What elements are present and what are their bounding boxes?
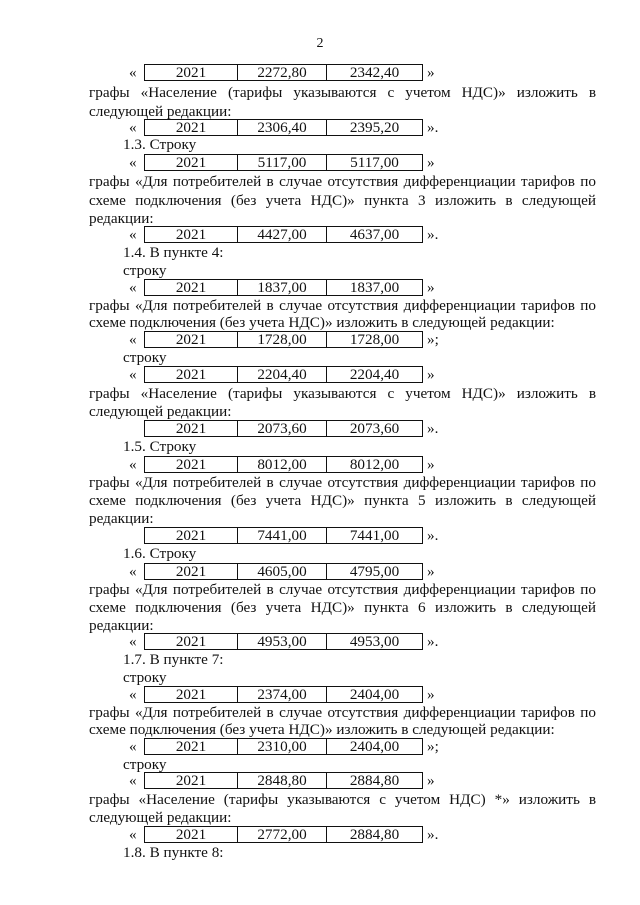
tariff-table-row bbox=[144, 826, 423, 843]
value-cell-2: 1728,00 bbox=[349, 331, 400, 348]
year-cell: 2021 bbox=[145, 367, 238, 382]
close-quote: » bbox=[427, 279, 435, 296]
close-quote: » bbox=[427, 154, 435, 171]
close-quote: » bbox=[427, 772, 435, 789]
page-number: 2 bbox=[316, 36, 324, 51]
year-cell: 2021 bbox=[145, 457, 238, 472]
paragraph-line: графы «Население (тарифы указываются с учетом НДС)» изложить в bbox=[89, 385, 596, 402]
open-quote: « bbox=[129, 366, 137, 383]
value-cell-1: 4605,00 bbox=[238, 564, 327, 579]
close-quote: ». bbox=[427, 226, 439, 243]
tariff-table-row bbox=[144, 119, 423, 136]
paragraph-line: графы «Население (тарифы указываются с учетом НДС) *» изложить в bbox=[89, 791, 596, 808]
paragraph-line: строку bbox=[123, 669, 167, 686]
open-quote: « bbox=[129, 633, 137, 650]
open-quote: « bbox=[129, 279, 137, 296]
value-cell-1: 5117,00 bbox=[238, 155, 327, 170]
tariff-table-row bbox=[144, 331, 423, 348]
tariff-table-row bbox=[144, 366, 423, 383]
year-cell: 2021 bbox=[145, 421, 238, 436]
paragraph-line: графы «Для потребителей в случае отсутствия дифференциации тарифов по bbox=[89, 474, 596, 491]
tariff-table-row bbox=[144, 420, 423, 437]
paragraph-line: строку bbox=[123, 262, 167, 279]
year-cell: 2021 bbox=[145, 155, 238, 170]
value-cell-2: 8012,00 bbox=[349, 456, 400, 473]
close-quote: » bbox=[427, 686, 435, 703]
paragraph-line: графы «Для потребителей в случае отсутствия дифференциации тарифов по bbox=[89, 581, 596, 598]
value-cell-2: 2395,20 bbox=[349, 119, 400, 136]
year-cell: 2021 bbox=[145, 528, 238, 543]
open-quote: « bbox=[129, 826, 137, 843]
close-quote: »; bbox=[427, 738, 439, 755]
tariff-table-row bbox=[144, 738, 423, 755]
year-cell: 2021 bbox=[145, 773, 238, 788]
open-quote: « bbox=[129, 64, 137, 81]
year-cell: 2021 bbox=[145, 687, 238, 702]
paragraph-line: редакции: bbox=[89, 510, 154, 527]
year-cell: 2021 bbox=[145, 827, 238, 842]
value-cell-2: 4637,00 bbox=[349, 226, 400, 243]
close-quote: » bbox=[427, 563, 435, 580]
value-cell-2: 2073,60 bbox=[349, 420, 400, 437]
close-quote: » bbox=[427, 366, 435, 383]
close-quote: ». bbox=[427, 633, 439, 650]
tariff-table-row bbox=[144, 279, 423, 296]
close-quote: ». bbox=[427, 420, 439, 437]
paragraph-line: графы «Для потребителей в случае отсутствия дифференциации тарифов по bbox=[89, 297, 596, 314]
section-heading: 1.5. Строку bbox=[123, 438, 197, 455]
year-cell: 2021 bbox=[145, 65, 238, 80]
value-cell-2: 2404,00 bbox=[349, 686, 400, 703]
paragraph-line: схеме подключения (без учета НДС)» изложить в следующей редакции: bbox=[89, 721, 555, 738]
paragraph-line: графы «Для потребителей в случае отсутствия дифференциации тарифов по bbox=[89, 704, 596, 721]
value-cell-2: 5117,00 bbox=[350, 154, 399, 171]
section-heading: 1.7. В пункте 7: bbox=[123, 651, 224, 668]
open-quote: « bbox=[129, 226, 137, 243]
tariff-table-row bbox=[144, 772, 423, 789]
tariff-table-row bbox=[144, 456, 423, 473]
tariff-table-row bbox=[144, 686, 423, 703]
value-cell-1: 2310,00 bbox=[238, 739, 327, 754]
open-quote: « bbox=[129, 331, 137, 348]
value-cell-2: 1837,00 bbox=[349, 279, 400, 296]
tariff-table-row bbox=[144, 633, 423, 650]
close-quote: ». bbox=[427, 119, 439, 136]
paragraph-line: схеме подключения (без учета НДС)» пункта 3 изложить в следующей bbox=[89, 192, 596, 209]
close-quote: ». bbox=[427, 527, 439, 544]
section-heading: 1.4. В пункте 4: bbox=[123, 244, 224, 261]
section-heading: 1.3. Строку bbox=[123, 136, 197, 153]
open-quote: « bbox=[129, 119, 137, 136]
paragraph-line: строку bbox=[123, 756, 167, 773]
value-cell-1: 7441,00 bbox=[238, 528, 327, 543]
year-cell: 2021 bbox=[145, 739, 238, 754]
open-quote: « bbox=[129, 456, 137, 473]
value-cell-1: 2204,40 bbox=[238, 367, 327, 382]
value-cell-1: 2306,40 bbox=[238, 120, 327, 135]
value-cell-2: 2884,80 bbox=[349, 772, 400, 789]
close-quote: » bbox=[427, 64, 435, 81]
tariff-table-row bbox=[144, 226, 423, 243]
value-cell-2: 2204,40 bbox=[349, 366, 400, 383]
section-heading: 1.8. В пункте 8: bbox=[123, 844, 224, 861]
value-cell-1: 2848,80 bbox=[238, 773, 327, 788]
value-cell-2: 4953,00 bbox=[349, 633, 400, 650]
value-cell-2: 2884,80 bbox=[349, 826, 400, 843]
value-cell-1: 2073,60 bbox=[238, 421, 327, 436]
value-cell-1: 4953,00 bbox=[238, 634, 327, 649]
year-cell: 2021 bbox=[145, 120, 238, 135]
close-quote: » bbox=[427, 456, 435, 473]
open-quote: « bbox=[129, 686, 137, 703]
year-cell: 2021 bbox=[145, 564, 238, 579]
paragraph-line: схеме подключения (без учета НДС)» пункта 5 изложить в следующей bbox=[89, 492, 596, 509]
value-cell-1: 1728,00 bbox=[238, 332, 327, 347]
open-quote: « bbox=[129, 563, 137, 580]
tariff-table-row bbox=[144, 527, 423, 544]
paragraph-line: следующей редакции: bbox=[89, 809, 232, 826]
paragraph-line: схеме подключения (без учета НДС)» пункта 6 изложить в следующей bbox=[89, 599, 596, 616]
year-cell: 2021 bbox=[145, 280, 238, 295]
year-cell: 2021 bbox=[145, 332, 238, 347]
section-heading: 1.6. Строку bbox=[123, 545, 197, 562]
value-cell-1: 1837,00 bbox=[238, 280, 327, 295]
paragraph-line: следующей редакции: bbox=[89, 403, 232, 420]
value-cell-2: 4795,00 bbox=[349, 563, 400, 580]
value-cell-2: 2342,40 bbox=[349, 64, 400, 81]
value-cell-2: 2404,00 bbox=[349, 738, 400, 755]
value-cell-1: 8012,00 bbox=[238, 457, 327, 472]
year-cell: 2021 bbox=[145, 227, 238, 242]
value-cell-1: 2772,00 bbox=[238, 827, 327, 842]
open-quote: « bbox=[129, 772, 137, 789]
value-cell-1: 2374,00 bbox=[238, 687, 327, 702]
paragraph-line: графы «Для потребителей в случае отсутствия дифференциации тарифов по bbox=[89, 173, 596, 190]
open-quote: « bbox=[129, 738, 137, 755]
tariff-table-row bbox=[144, 563, 423, 580]
value-cell-1: 2272,80 bbox=[238, 65, 327, 80]
close-quote: ». bbox=[427, 826, 439, 843]
value-cell-1: 4427,00 bbox=[238, 227, 327, 242]
paragraph-line: графы «Население (тарифы указываются с учетом НДС)» изложить в bbox=[89, 84, 596, 101]
tariff-table-row bbox=[144, 64, 423, 81]
tariff-table-row bbox=[144, 154, 423, 171]
paragraph-line: редакции: bbox=[89, 210, 154, 227]
paragraph-line: строку bbox=[123, 349, 167, 366]
paragraph-line: редакции: bbox=[89, 617, 154, 634]
paragraph-line: схеме подключения (без учета НДС)» изложить в следующей редакции: bbox=[89, 314, 555, 331]
open-quote: « bbox=[129, 154, 137, 171]
year-cell: 2021 bbox=[145, 634, 238, 649]
value-cell-2: 7441,00 bbox=[349, 527, 400, 544]
close-quote: »; bbox=[427, 331, 439, 348]
paragraph-line: следующей редакции: bbox=[89, 103, 232, 120]
